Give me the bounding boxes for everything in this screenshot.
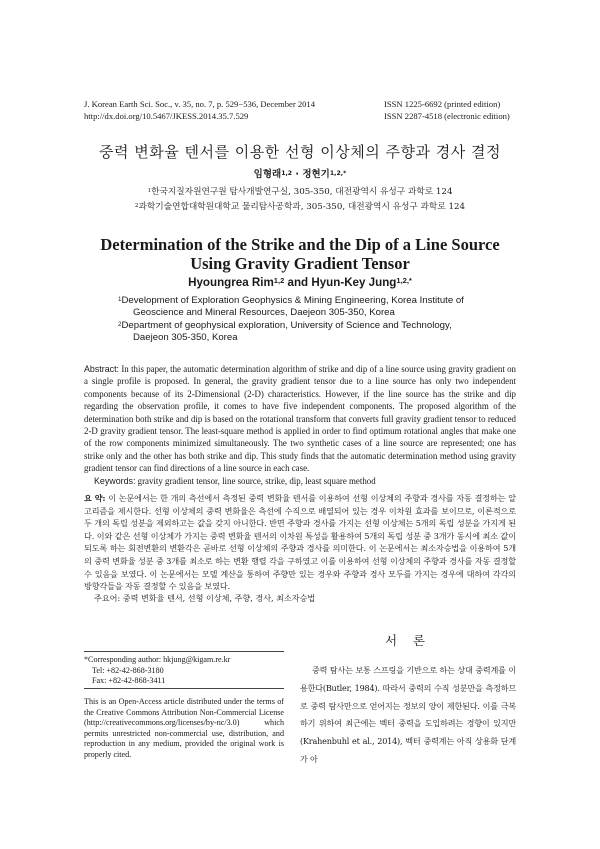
en-aff-2-line-1: Department of geophysical exploration, University of Science and Technology,	[121, 320, 452, 331]
keywords-text: gravity gradient tensor, line source, strike, dip, least square method	[135, 476, 376, 486]
abstract-text: In this paper, the automatic determination algorithm of strike and dip of a line source using gravity gradient on a single profile is proposed. In general, the gravity gradient tensor due to a line source has only two independent components because of its 2-Dimensional (2-D) characteristics. However, if the line source has the strike and dip regarding the observation profile, it comes to have five independent components. The proposed algorithm of the determination both strike and dip is based on the rotational transform that converts full gravity gradient tensor to reduced 2-D gravity gradient tensor. The least-square method is applied in order to find optimum rotational angles that make one of the row components minimized simultaneously. The two synthetic cases of a line source are represented; one has strike only and the other has both strike and dip. This study finds that the automatic determination method using gravity gradient tensor can find directions of a line source in each case.	[84, 364, 516, 474]
author-1-affiliation-mark: 1,2	[281, 169, 293, 177]
issn-electronic: ISSN 2287-4518 (electronic edition)	[384, 111, 510, 121]
korean-abstract	[84, 492, 516, 593]
english-author-1: Hyoungrea Rim	[188, 276, 274, 289]
en-aff-1-mark: 1	[118, 295, 122, 303]
english-author-2: Hyun-Key Jung	[311, 276, 397, 289]
author-separator: ·	[292, 169, 303, 180]
korean-abstract-label: 요 약:	[84, 493, 106, 503]
keywords-label: Keywords:	[94, 476, 136, 486]
en-aff-2-mark: 2	[118, 320, 122, 328]
en-aff-1-line-2: Geoscience and Mineral Resources, Daejeon 305-350, Korea	[133, 307, 395, 318]
english-affiliation-2	[118, 320, 538, 344]
english-keywords	[94, 475, 516, 487]
korean-author-2: 정현기	[302, 169, 330, 180]
author-2-affiliation-mark: 1,2,*	[329, 169, 347, 177]
footnote-rule-2	[84, 688, 284, 689]
introduction-text: 중력 탐사는 보통 스프링을 기반으로 하는 상대 중력계를 이용한다(Butler, 1984). 따라서 중력의 수직 성분만을 측정하므로 중력 탐사만으로 얻어지는 정보의 양이 제한된다. 이를 극복하기 위하여 최근에는 벡터 중력을 도입하려는 경향이 있지만(Krahenbuhl et al., 2014), 벡터 중력계는 아직 상용화 단계가 아	[300, 665, 516, 764]
korean-keywords	[94, 593, 516, 604]
footnote-rule	[84, 651, 284, 652]
en-aff-1-line-1: Development of Exploration Geophysics & Mining Engineering, Korea Institute of	[121, 295, 464, 306]
aff-2-text: 과학기술연합대학원대학교 물리탐사공학과, 305-350, 대전광역시 유성구 과학로 124	[138, 202, 466, 212]
english-authors	[0, 276, 600, 289]
korean-author-1: 임형래	[253, 169, 282, 180]
korean-title: 중력 변화율 텐서를 이용한 선형 이상체의 주향과 경사 결정	[99, 143, 501, 161]
license-note: This is an Open-Access article distributed under the terms of the Creative Commons Attribution Non-Commercial License (http://creativecommons.org/licenses/by-nc/3.0) which permits unrestricted non-commercial use, distribution, and reproduction in any medium, provided the original work is properly cited.	[84, 697, 284, 759]
english-title-line-1: Determination of the Strike and the Dip of a Line Source	[100, 235, 500, 254]
abstract-label: Abstract:	[84, 364, 120, 374]
en-aff-2-line-2: Daejeon 305-350, Korea	[133, 332, 238, 343]
korean-keywords-text: 중력 변화율 텐서, 선형 이상체, 주향, 경사, 최소자승법	[120, 593, 316, 603]
fax: Fax: +82-42-868-3411	[92, 676, 166, 686]
author-and: and	[284, 276, 312, 289]
korean-affiliation-1	[0, 185, 600, 197]
korean-keywords-label: 주요어:	[94, 593, 121, 603]
english-author-1-mark: 1,2	[273, 276, 285, 286]
journal-citation: J. Korean Earth Sci. Soc., v. 35, no. 7, p. 529−536, December 2014	[84, 99, 316, 109]
doi-link[interactable]: http://dx.doi.org/10.5467/JKESS.2014.35.7.529	[84, 111, 249, 121]
english-affiliation-1	[118, 295, 538, 319]
english-author-2-mark: 1,2,*	[396, 276, 412, 286]
english-abstract	[84, 363, 516, 475]
korean-affiliation-2	[0, 200, 600, 212]
introduction-heading: 서 론	[384, 633, 432, 648]
corresponding-author-note	[84, 655, 284, 687]
aff-1-mark: 1	[147, 188, 152, 195]
korean-abstract-text: 이 논문에서는 한 개의 측선에서 측정된 중력 변화율 텐서를 이용하여 선형 이상체의 주향과 경사를 자동 결정하는 알고리즘을 제시한다. 선형 이상체의 중력 변화율은 측선에 수직으로 배열되어 있는 경우 이차원 효과를 보이므로, 이론적으로 두 개의 독립 성분을 제외하고는 값을 갖지 아니한다. 반면 주향과 경사를 가지는 선형 이상체는 5개의 독립 성분을 가지게 된다. 이와 같은 선형 이상체가 가지는 중력 변화율 텐서의 이차원 특성을 활용하여 5개의 독립 성분 중 3개가 동시에 최소 값이 되도록 하는 회전변환의 변환각은 곧바로 선형 이상체의 주향과 경사를 의미한다. 이 논문에서는 최소자승법을 이용하여 5개의 중력 변화율 성분 중 3개를 최소로 하는 변환 행렬 각을 구하였고 이를 이용하여 선형 이상체의 주향과 경사를 자동 결정할 수 있음을 보였다. 이 논문에서는 모델 계산을 통하여 주향만 있는 경우와 주향과 경사 모두를 가지는 경우에 대하여 각각의 방향각들을 자동 결정할 수 있음을 보였다.	[84, 493, 516, 592]
telephone: Tel: +82-42-868-3180	[92, 665, 164, 675]
issn-print: ISSN 1225-6692 (printed edition)	[384, 99, 501, 109]
english-title	[0, 235, 600, 273]
korean-authors	[0, 166, 600, 180]
corresponding-email[interactable]: *Corresponding author: hkjung@kigam.re.kr	[84, 655, 231, 664]
aff-2-mark: 2	[134, 203, 139, 210]
aff-1-text: 한국지질자원연구원 탐사개발연구실, 305-350, 대전광역시 유성구 과학로 124	[151, 187, 453, 197]
english-title-line-2: Using Gravity Gradient Tensor	[190, 254, 410, 273]
